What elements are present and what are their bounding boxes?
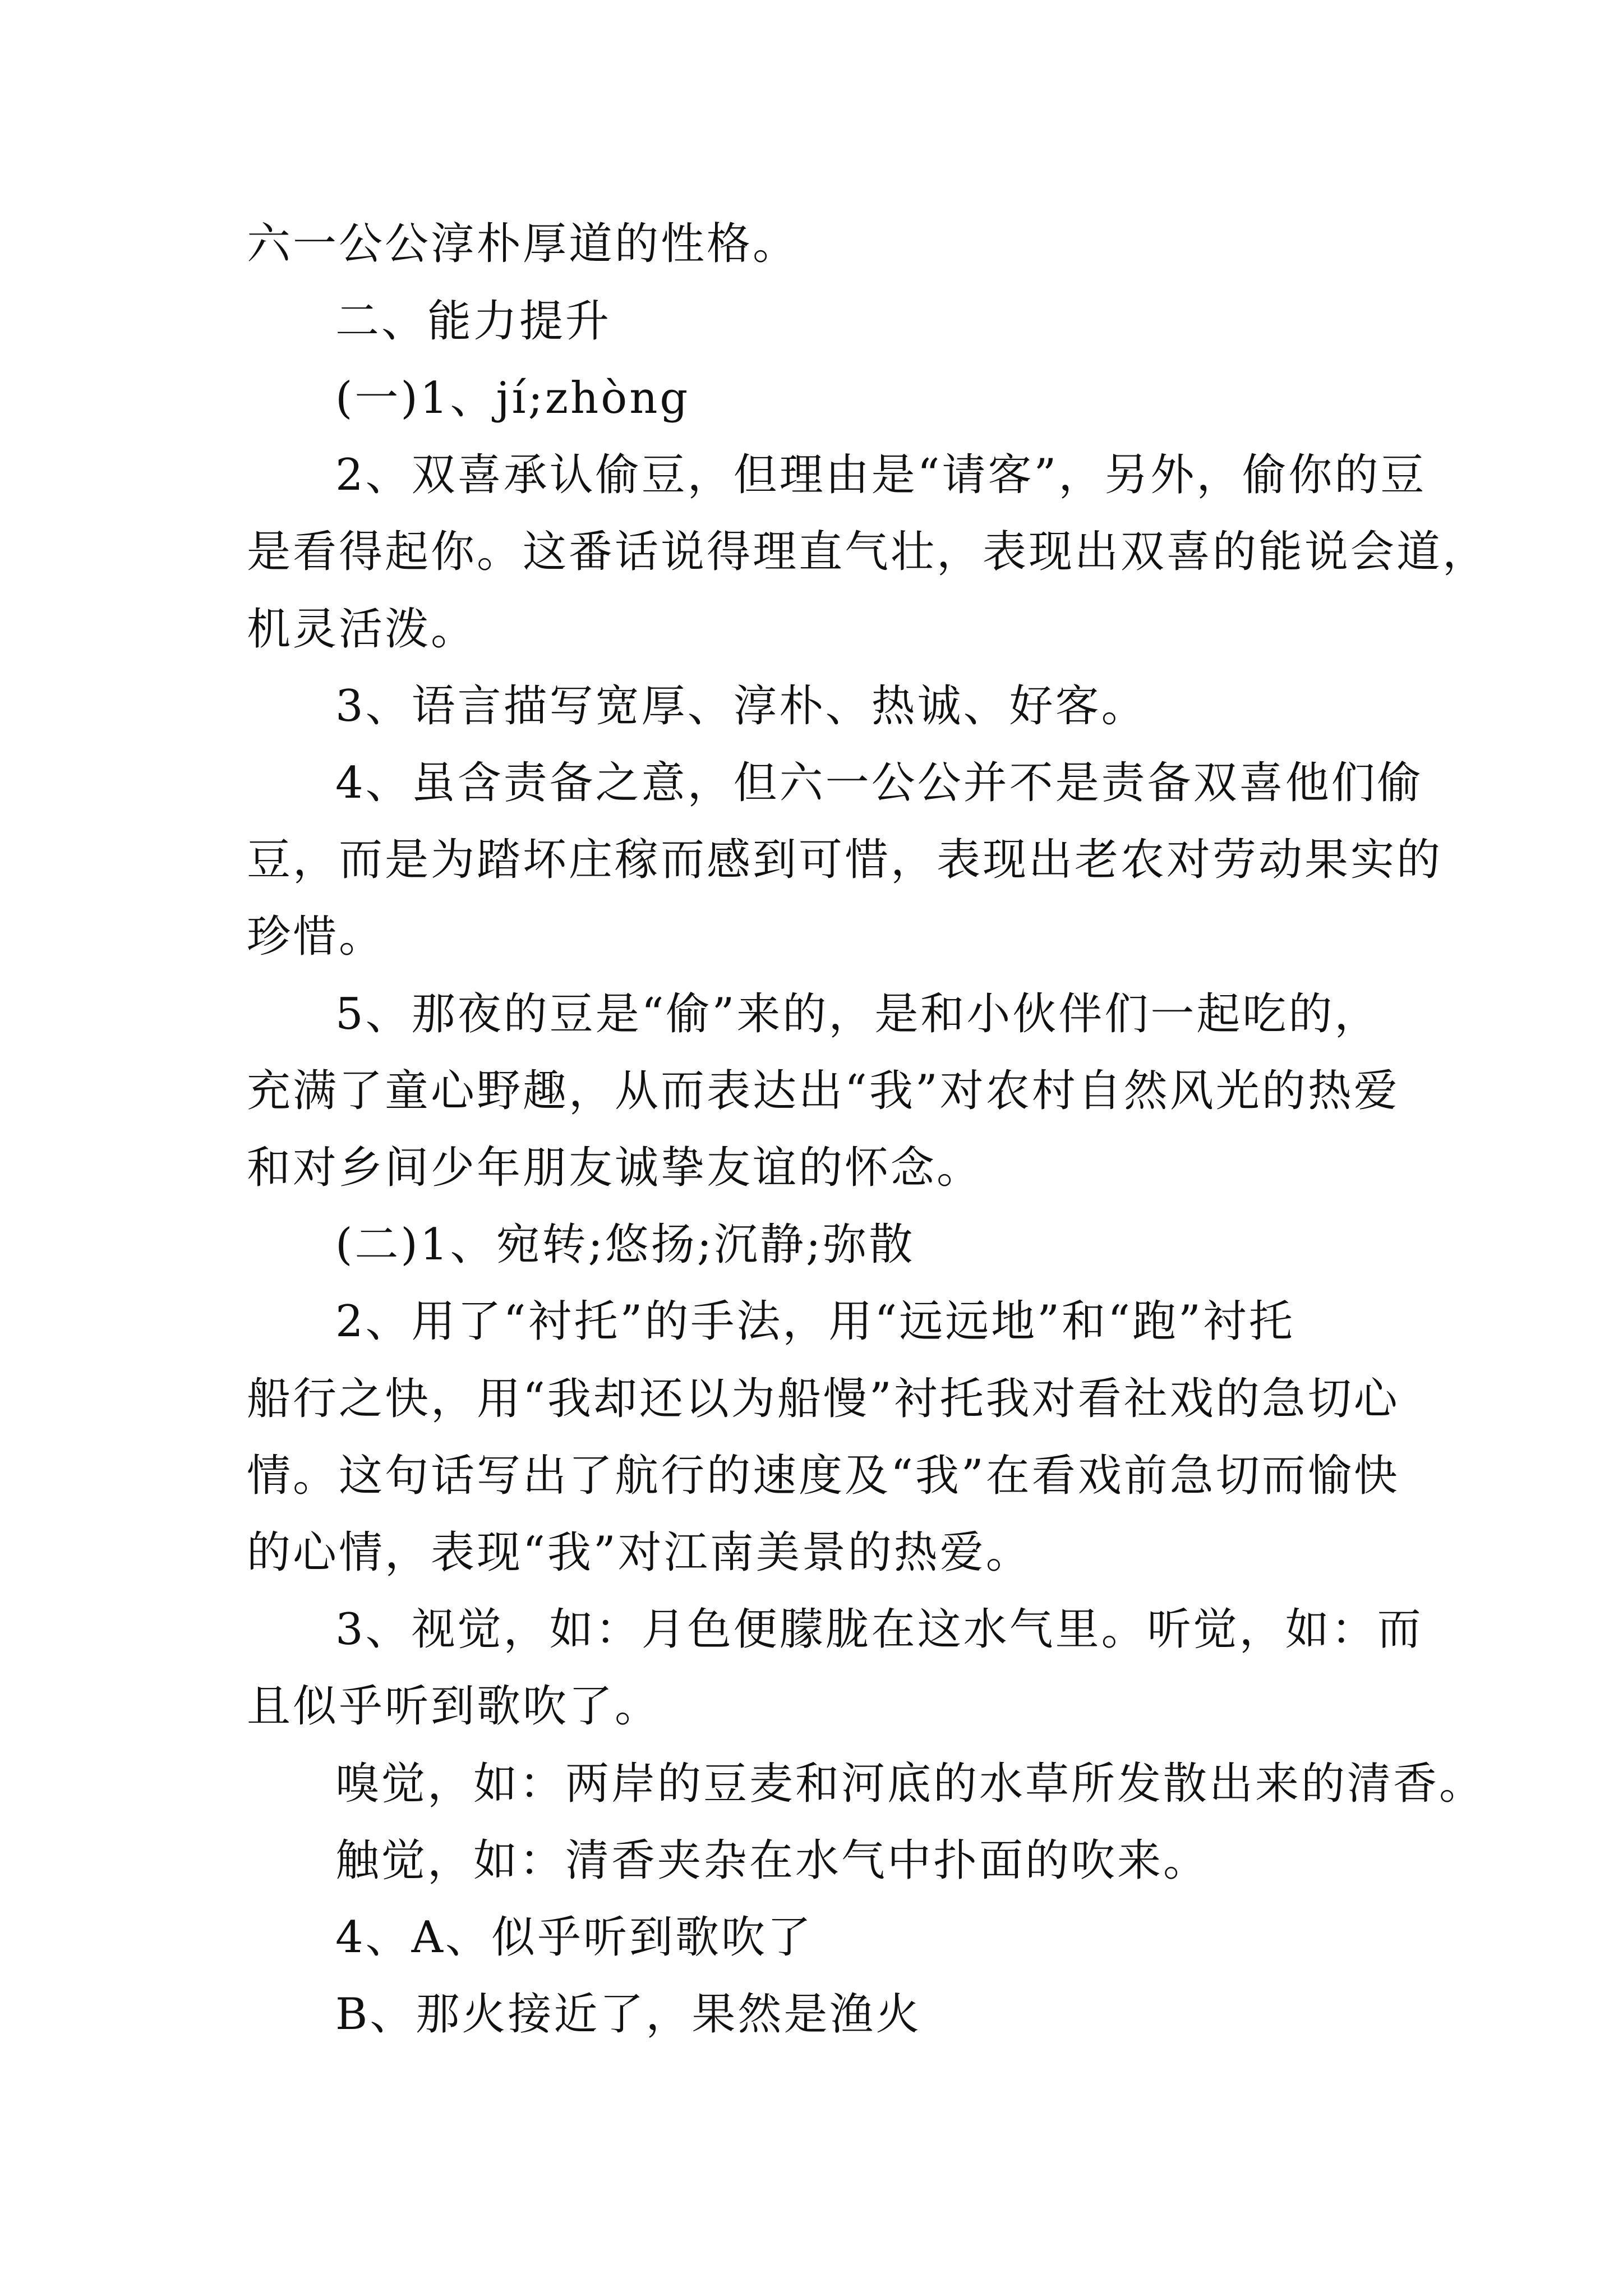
- text-line-17: 情。这句话写出了航行的速度及“我”在看戏前急切而愉快: [247, 1451, 1400, 1501]
- text-line-1: 六一公公淳朴厚道的性格。: [247, 219, 799, 269]
- text-line-21: 嗅觉，如：两岸的豆麦和河底的水草所发散出来的清香。: [335, 1759, 1486, 1809]
- text-line-20: 且似乎听到歌吹了。: [247, 1681, 661, 1732]
- text-line-5: 是看得起你。这番话说得理直气壮，表现出双喜的能说会道，: [247, 527, 1489, 577]
- text-line-4: 2、双喜承认偷豆，但理由是“请客”，另外，偷你的豆: [335, 450, 1427, 500]
- text-line-13: 和对乡间少年朋友诚挚友谊的怀念。: [247, 1143, 983, 1193]
- section-heading-ability: 二、能力提升: [335, 296, 612, 347]
- text-line-16: 船行之快，用“我却还以为船慢”衬托我对看社戏的急切心: [247, 1374, 1400, 1424]
- text-line-3: (一)1、jí;zhòng: [335, 373, 690, 424]
- text-line-12: 充满了童心野趣，从而表达出“我”对农村自然风光的热爱: [247, 1066, 1400, 1116]
- text-line-15: 2、用了“衬托”的手法，用“远远地”和“跑”衬托: [335, 1296, 1295, 1347]
- text-line-18: 的心情，表现“我”对江南美景的热爱。: [247, 1527, 1032, 1578]
- text-line-23: 4、A、似乎听到歌吹了: [335, 1912, 813, 1963]
- text-line-14: (二)1、宛转;悠扬;沉静;弥散: [335, 1220, 915, 1270]
- text-line-8: 4、虽含责备之意，但六一公公并不是责备双喜他们偷: [335, 758, 1423, 808]
- text-line-24: B、那火接近了，果然是渔火: [335, 1989, 922, 2040]
- text-line-19: 3、视觉，如：月色便朦胧在这水气里。听觉，如：而: [335, 1604, 1423, 1655]
- text-line-7: 3、语言描写宽厚、淳朴、热诚、好客。: [335, 681, 1147, 731]
- text-line-6: 机灵活泼。: [247, 604, 477, 655]
- text-line-10: 珍惜。: [247, 912, 385, 962]
- text-line-9: 豆，而是为踏坏庄稼而感到可惜，表现出老农对劳动果实的: [247, 835, 1443, 885]
- text-line-22: 触觉，如：清香夹杂在水气中扑面的吹来。: [335, 1835, 1210, 1886]
- text-line-11: 5、那夜的豆是“偷”来的，是和小伙伴们一起吃的，: [335, 989, 1381, 1039]
